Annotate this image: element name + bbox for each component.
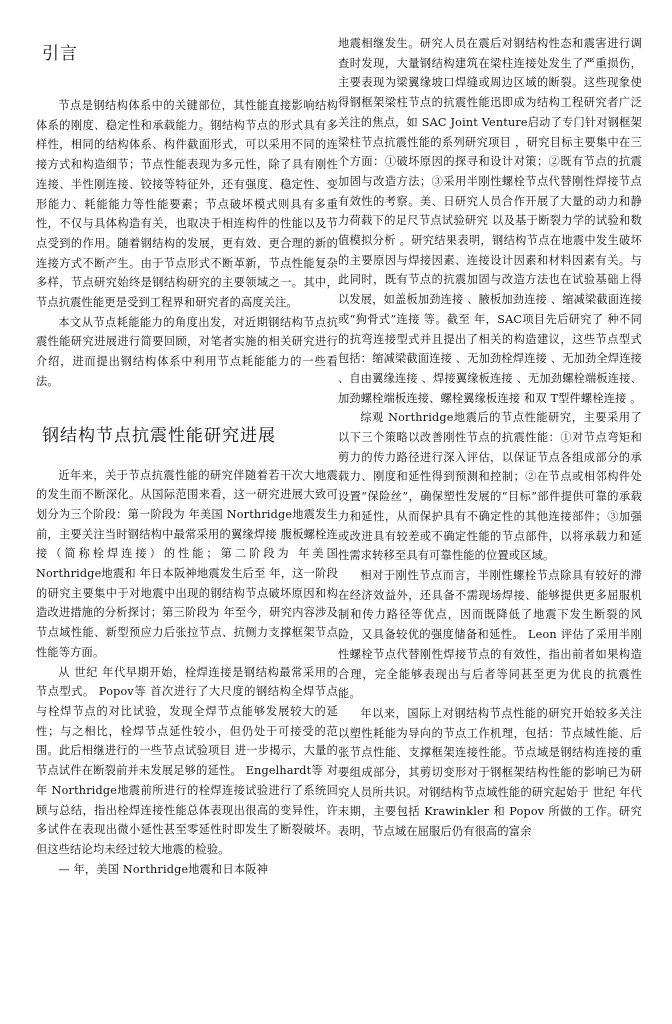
intro-paragraph-2: 本文从节点耗能能力的角度出发，对近期钢结构节点抗震性能研究进展进行简要回顾，对笔者实施的相关研究进行介绍，进而提出钢结构体系中利用节点耗能能力的一些看法。	[36, 315, 338, 388]
intro-body	[36, 96, 338, 392]
right-paragraph-4: 年以来，国际上对钢结构节点性能的研究开始较多关注以塑性耗能为导向的节点工作机理，包括：节点域性能、后张节点性能、支撑框架连接性能。节点域是钢结构连接的重要组成部分，其剪切变形对于钢框架结构性能的影响已为研究人员所共识。对钢结构节点域性能的研究起始于 世纪 年代末期，主要包括 Krawinkler 和 Popov 所做的工作。研究表明，节点域在屈服后仍有很高的富余	[338, 706, 642, 839]
section-paragraph-3: — 年，美国 Northridge地震和日本阪神	[58, 862, 268, 876]
section-body	[36, 466, 338, 880]
section-heading: 钢结构节点抗震性能研究进展	[42, 425, 276, 446]
intro-paragraph-1: 节点是钢结构体系中的关键部位，其性能直接影响结构体系的刚度、稳定性和承载能力。钢结构节点的形式具有多样性，相同的结构体系、构件截面形式，可以采用不同的连接方式和构造细节；节点性能表现为多元性，除了具有刚性连接、半性刚连接、铰接等特征外，还有强度、稳定性、变形能力、耗能能力等性能要素；节点破坏模式则具有多重性，不仅与具体构造有关，也取决于相连构件的性能以及节点受到的作用。随着钢结构的发展，更有效、更合理的新的连接方式不断产生。由于节点形式不断革新，节点性能复杂多样，节点研究始终是钢结构研究的主要领域之一。其中，节点抗震性能更是受到工程界和研究者的高度关注。	[36, 99, 338, 310]
section-paragraph-1: 近年来，关于节点抗震性能的研究伴随着若干次大地震的发生而不断深化。从国际范围来看，这一研究进展大致可划分为三个阶段：第一阶段为 年美国 Northridge地震发生前，主要关注当时钢结构中最常采用的翼缘焊接 腹板螺栓连接（简称栓焊连接）的性能；第二阶段为 年美国 Northridge地震和 年日本阪神地震发生后至 年，这一阶段的研究主要集中于对地震中出现的钢结构节点破坏原因和构造改进措施的分析探讨；第三阶段为 年至今，研究内容涉及节点域性能、新型预应力后张拉节点、抗侧力支撑框架节点性能等方面。	[36, 468, 338, 659]
left-column	[36, 30, 338, 879]
right-column	[338, 34, 642, 842]
intro-heading: 引言	[42, 44, 78, 64]
right-paragraph-3: 相对于刚性节点而言，半刚性螺栓节点除具有较好的滞在经济效益外，还具备不需现场焊接、能够提供更多屈服机制和传力路径等优点，因而既降低了地震下发生断裂的风险，又具备较优的强度储备和延性。 Leon 评估了采用半刚性螺栓节点代替刚性焊接节点的有效性，指出前者如果构造合理，完全能够表现出与后者等同甚至更为优良的抗震性能。	[338, 568, 642, 701]
right-paragraph-1: 地震相继发生。研究人员在震后对钢结构性态和震害进行调查时发现，大量钢结构建筑在梁柱连接处发生了严重损伤，主要表现为梁翼缘坡口焊缝或周边区域的断裂。这些现象使得钢框架梁柱节点的抗震性能迅即成为结构工程研究者广泛关注的焦点，如 SAC Joint Venture启动了专门针对钢框架梁柱节点抗震性能的系列研究项目 ，研究目标主要集中在三个方面：①破坏原因的探寻和设计对策；②既有节点的抗震加固与改造方法；③采用半刚性螺栓节点代替刚性焊接节点有效性的考察。美、日研究人员合作开展了大量的动力和静力荷载下的足尺节点试验研究 以及基于断裂力学的试验和数值模拟分析 。研究结果表明，钢结构节点在地震中发生破坏的主要原因与焊接因素、连接设计因素和材料因素有关。与此同时，既有节点的抗震加固与改造方法也在试验基础上得以发展，如盖板加劲连接 、腋板加劲连接 、缩减梁截面连接或“狗骨式”连接 等。截至 年，SAC项目先后研究了 种不同的抗弯连接型式并且提出了相关的构造建议，这些节点型式包括：缩减梁截面连接 、无加劲栓焊连接 、无加劲全焊连接 、自由翼缘连接 、焊接翼缘板连接 、无加劲螺栓端板连接、加劲螺栓端板连接、螺栓翼缘板连接 和双 T型件螺栓连接 。	[338, 37, 642, 405]
right-paragraph-2: 综观 Northridge地震后的节点性能研究，主要采用了以下三个策略以改善刚性节点的抗震性能：①对节点弯矩和剪力的传力路径进行深入评估，以保证节点各组成部分的承载力、刚度和延性得到预测和控制；②在节点或相邻构件处设置“保险丝”，确保塑性发展的“目标”部件提供可靠的承载力和延性，从而保护具有不确定性的其他连接部件；③加强或改进具有较差或不确定性能的节点部件，以将承载力和延性需求转移至具有可靠性能的位置或区域。	[338, 411, 642, 563]
section-paragraph-2: 从 世纪 年代早期开始，栓焊连接是钢结构最常采用的节点型式。 Popov等 首次进行了大尺度的钢结构全焊节点与栓焊节点的对比试验，发现全焊节点能够发展较大的延性；与之相比，栓焊节点延性较小，但仍处于可接受的范围。此后相继进行的一些节点试验项目 进一步揭示，大量的节点试件在断裂前并未发展足够的延性。 Engelhardt等 对 年 Northridge地震前所进行的栓焊连接试验进行了系统回顾与总结，指出栓焊连接性能总体表现出很高的变异性，许多试件在表现出微小延性甚至零延性时即发生了断裂破坏。但这些结论均未经过较大地震的检验。	[36, 665, 338, 856]
